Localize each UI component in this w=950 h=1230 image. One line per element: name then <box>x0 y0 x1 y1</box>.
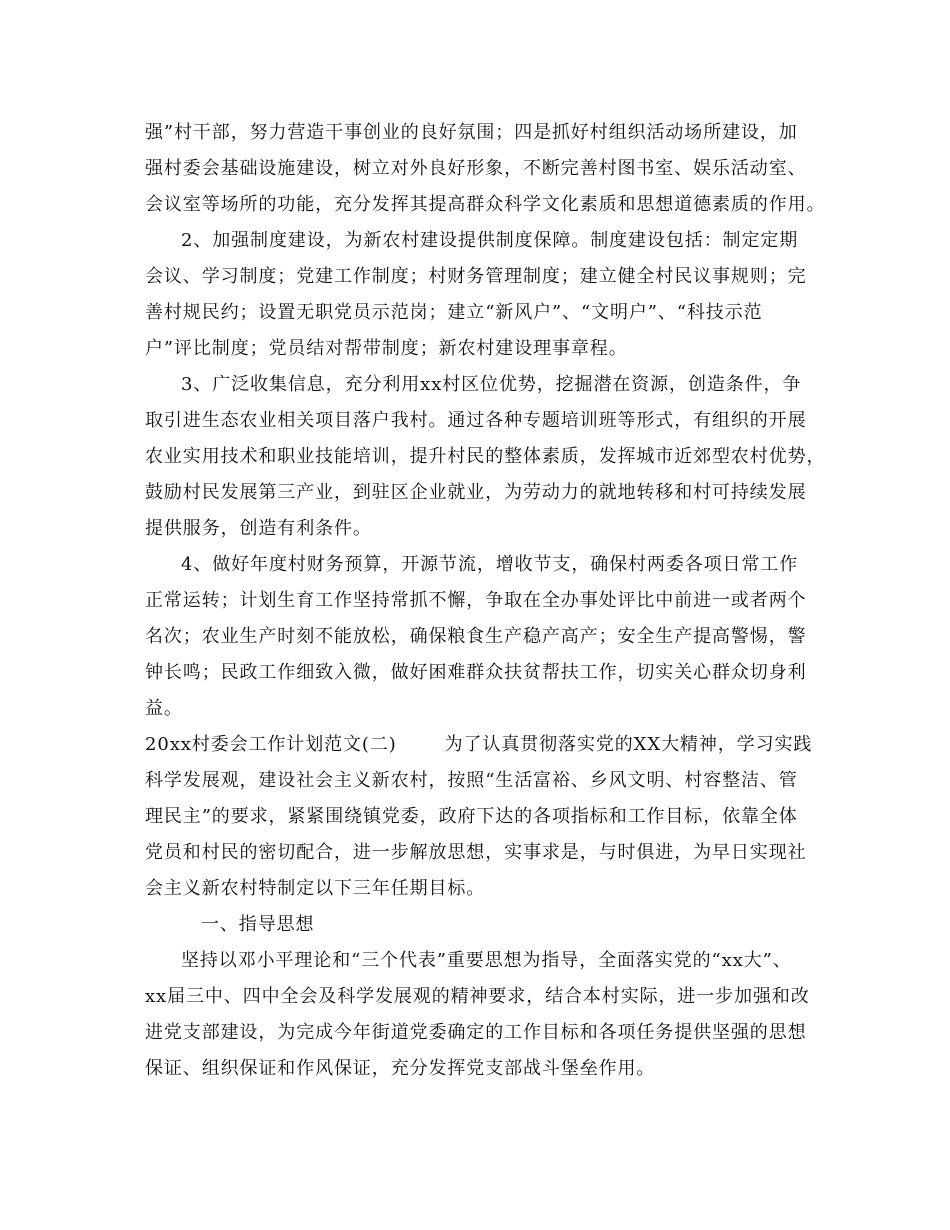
body-line: 强村委会基础设施建设，树立对外良好形象，不断完善村图书室、娱乐活动室、 <box>145 158 807 179</box>
body-line: 提供服务，创造有利条件。 <box>145 518 372 539</box>
body-line: 善村规民约；设置无职党员示范岗；建立“新风户”、“文明户”、“科技示范 <box>145 302 763 323</box>
body-line: 鼓励村民发展第三产业，到驻区企业就业，为劳动力的就地转移和村可持续发展 <box>145 482 807 503</box>
body-line: 钟长鸣；民政工作细致入微，做好困难群众扶贫帮扶工作，切实关心群众切身利 <box>145 662 807 683</box>
body-line: 会主义新农村特制定以下三年任期目标。 <box>145 878 486 899</box>
paragraph-start: 3、广泛收集信息，充分利用xx村区位优势，挖掘潜在资源，创造条件，争 <box>181 374 802 395</box>
section-heading-line <box>145 733 845 757</box>
body-line: 名次；农业生产时刻不能放松，确保粮食生产稳产高产；安全生产提高警惕，警 <box>145 626 807 647</box>
paragraph-start: 坚持以邓小平理论和“三个代表”重要思想为指导，全面落实党的“xx大”、 <box>181 950 792 971</box>
body-line: 理民主”的要求，紧紧围绕镇党委，政府下达的各项指标和工作目标，依靠全体 <box>145 806 798 827</box>
body-line: xx届三中、四中全会及科学发展观的精神要求，结合本村实际，进一步加强和改 <box>145 986 810 1007</box>
body-line: 进党支部建设，为完成今年街道党委确定的工作目标和各项任务提供坚强的思想 <box>145 1022 807 1043</box>
subheading: 一、指导思想 <box>201 914 315 935</box>
body-line: 取引进生态农业相关项目落户我村。通过各种专题培训班等形式，有组织的开展 <box>145 410 807 431</box>
paragraph-start: 4、做好年度村财务预算，开源节流，增收节支，确保村两委各项日常工作 <box>181 554 799 575</box>
body-line: 科学发展观，建设社会主义新农村，按照“生活富裕、乡风文明、村容整洁、管 <box>145 770 798 791</box>
section-title: 20xx村委会工作计划范文(二) <box>145 734 397 755</box>
paragraph-start: 2、加强制度建设，为新农村建设提供制度保障。制度建设包括：制定定期 <box>181 230 799 251</box>
body-line: 党员和村民的密切配合，进一步解放思想，实事求是，与时俱进，为早日实现社 <box>145 842 807 863</box>
body-line: 会议室等场所的功能，充分发挥其提高群众科学文化素质和思想道德素质的作用。 <box>145 194 826 215</box>
body-line: 益。 <box>145 698 183 719</box>
body-line: 保证、组织保证和作风保证，充分发挥党支部战斗堡垒作用。 <box>145 1058 656 1079</box>
section-intro: 为了认真贯彻落实党的XX大精神，学习实践 <box>444 734 813 755</box>
body-line: 户”评比制度；党员结对帮带制度；新农村建设理事章程。 <box>145 338 628 359</box>
body-line: 会议、学习制度；党建工作制度；村财务管理制度；建立健全村民议事规则；完 <box>145 266 807 287</box>
body-line: 正常运转；计划生育工作坚持常抓不懈，争取在全办事处评比中前进一或者两个 <box>145 590 807 611</box>
body-line: 强”村干部，努力营造干事创业的良好氛围；四是抓好村组织活动场所建设，加 <box>145 122 798 143</box>
body-line: 农业实用技术和职业技能培训，提升村民的整体素质，发挥城市近郊型农村优势， <box>145 446 826 467</box>
